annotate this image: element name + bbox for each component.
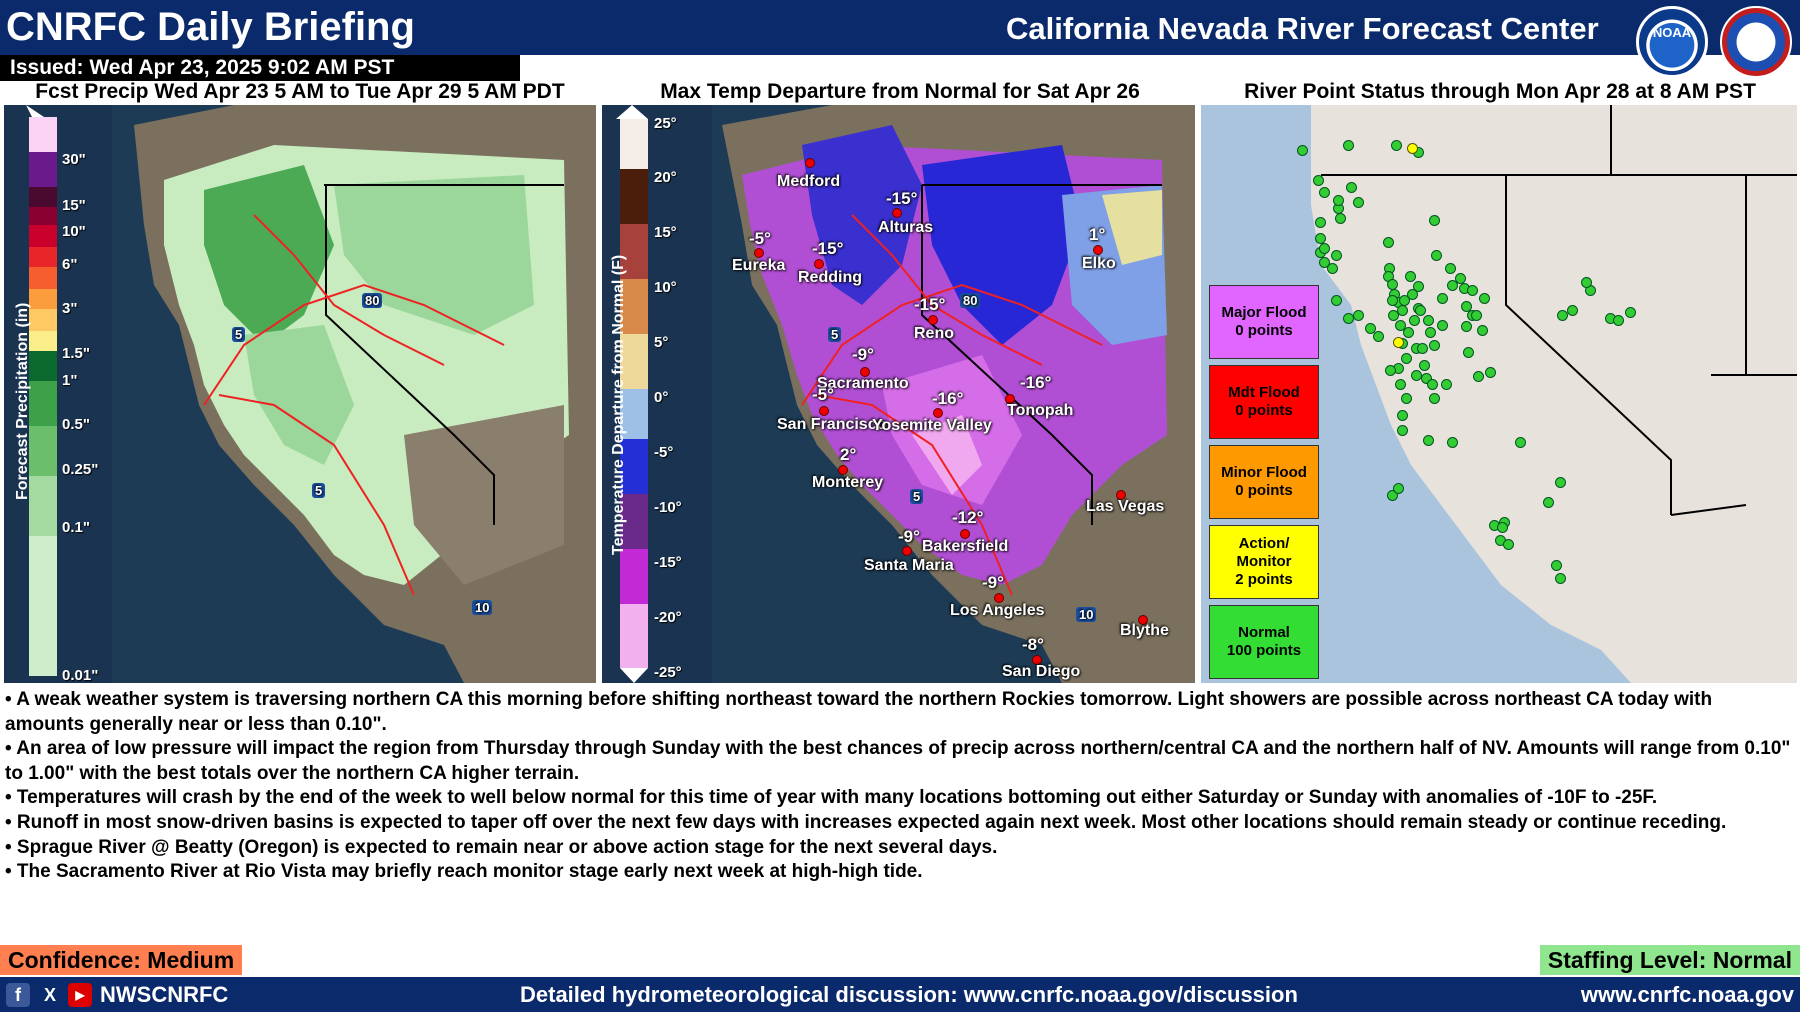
bullet-item: • Runoff in most snow-driven basins is expected to taper off over the next few days with increases expected again next week. Most other locations should remain steady or continue receding. [5,811,1727,833]
precip-tick: 30" [62,151,86,168]
city-dot-santa-maria [902,546,912,556]
bullet-item: • The Sacramento River at Rio Vista may briefly reach monitor stage early next week at high-high tide. [5,861,923,883]
bullet-item: • Temperatures will crash by the end of the week to well below normal for this time of year with many locations bottoming out either Saturday or Sunday with anomalies of -10F to -25F. [5,787,1658,809]
status-label: Mdt Flood [1228,384,1300,401]
temp-los-angeles: -9° [982,573,1004,592]
river-point-normal [1473,371,1484,382]
status-box-minor-flood [1209,445,1319,519]
status-count: 0 points [1235,402,1293,419]
status-label: Normal [1238,624,1290,641]
river-point-normal [1297,145,1308,156]
river-point-normal [1479,293,1490,304]
river-point-normal [1413,281,1424,292]
temp-tick: 20° [654,169,677,186]
river-point-normal [1555,573,1566,584]
bullet-item: • An area of low pressure will impact the region from Thursday through Sunday with the best chances of precip across northern/central CA and the northern half of NV. Amounts will range from 0.10" to 1.00" with the best totals over the northern CA higher terrain. [5,738,1791,784]
social-handle[interactable]: NWSCNRFC [100,982,229,1007]
temp-tick: -25° [654,664,682,681]
precip-tick: 0.25" [62,461,99,478]
city-label-san-francisco: San Francisco [777,416,887,433]
temp-monterey: 2° [840,445,857,464]
river-point-normal [1403,327,1414,338]
river-point-normal [1515,437,1526,448]
interstate-shield: 10 [472,600,492,615]
temp-tick: 5° [654,334,669,351]
river-point-normal [1497,522,1508,533]
city-label-santa-maria: Santa Maria [864,557,954,574]
precip-tick: 0.1" [62,519,90,536]
noaa-logo [1636,6,1708,78]
river-map-panel [1201,105,1797,683]
city-label-las-vegas: Las Vegas [1086,498,1165,515]
briefing-bullets [5,688,1795,885]
river-point-normal [1385,365,1396,376]
city-label-medford: Medford [777,173,841,190]
river-point-normal [1393,483,1404,494]
river-point-normal [1391,140,1402,151]
temp-reno: -15° [914,295,946,314]
temp-santa-maria: -9° [898,527,920,546]
river-point-normal [1463,347,1474,358]
city-label-tonopah: Tonopah [1007,402,1074,419]
temp-tick: -15° [654,554,682,571]
river-point-normal [1477,325,1488,336]
interstate-shield: 5 [828,327,841,342]
river-point-normal [1401,393,1412,404]
confidence-badge: Confidence: Medium [0,945,242,975]
river-point-normal [1429,340,1440,351]
status-count: 0 points [1235,482,1293,499]
temp-tick: 25° [654,115,677,132]
temp-map-panel [602,105,1195,683]
river-point-normal [1423,435,1434,446]
precip-tick: 6" [62,256,78,273]
org-name: California Nevada River Forecast Center [1006,11,1599,46]
river-point-normal [1353,197,1364,208]
river-point-normal [1551,560,1562,571]
temp-eureka: -5° [749,229,771,248]
river-point-normal [1343,140,1354,151]
temp-tick: 10° [654,279,677,296]
river-point-normal [1445,263,1456,274]
river-point-normal [1613,315,1624,326]
precip-map-panel [4,105,596,683]
interstate-shield: 5 [910,489,923,504]
x-icon[interactable]: X [43,985,56,1005]
river-point-normal [1387,295,1398,306]
city-dot-reno [928,315,938,325]
river-point-normal [1441,379,1452,390]
river-point-normal [1409,315,1420,326]
issued-time: Issued: Wed Apr 23, 2025 9:02 AM PST [10,56,395,79]
temp-tick: -20° [654,609,682,626]
city-label-reno: Reno [914,325,954,342]
temp-elko: 1° [1089,225,1106,244]
river-point-normal [1388,310,1399,321]
precip-tick: 10" [62,223,86,240]
precip-tick: 1.5" [62,345,90,362]
temp-bakersfield: -12° [952,508,984,527]
precip-legend [4,105,112,683]
interstate-shield: 5 [312,483,325,498]
river-point-normal [1581,277,1592,288]
bullet-item: • Sprague River @ Beatty (Oregon) is expected to remain near or above action stage for the next several days. [5,836,998,858]
river-point-normal [1503,539,1514,550]
river-point-normal [1331,295,1342,306]
city-label-redding: Redding [798,269,862,286]
river-point-action [1407,143,1418,154]
river-panel-title: River Point Status through Mon Apr 28 at 8 AM PST [1244,80,1756,103]
river-point-normal [1427,379,1438,390]
river-point-normal [1429,393,1440,404]
river-point-normal [1625,307,1636,318]
city-dot-alturas [892,208,902,218]
staffing-badge: Staffing Level: Normal [1540,945,1800,975]
temp-redding: -15° [812,239,844,258]
city-label-eureka: Eureka [732,257,786,274]
river-point-normal [1447,280,1458,291]
status-box-mdt-flood [1209,365,1319,439]
river-point-normal [1411,370,1422,381]
temp-yosemite: -16° [932,389,964,408]
city-label-los-angeles: Los Angeles [950,602,1045,619]
interstate-shield: 80 [362,293,382,308]
status-label: Major Flood [1221,304,1307,321]
river-point-normal [1397,425,1408,436]
river-point-normal [1401,353,1412,364]
nws-logo [1720,6,1792,78]
website-link[interactable]: www.cnrfc.noaa.gov [1580,982,1794,1007]
temp-tick: 0° [654,389,669,406]
river-point-normal [1397,410,1408,421]
river-point-normal [1313,175,1324,186]
river-point-normal [1467,285,1478,296]
city-label-blythe: Blythe [1120,622,1169,639]
river-point-normal [1485,367,1496,378]
river-point-normal [1319,243,1330,254]
interstate-shield: 10 [1076,607,1096,622]
temp-tick: -10° [654,499,682,516]
river-point-normal [1415,305,1426,316]
temp-legend-title: Temperature Departure from Normal (F) [610,254,627,555]
river-point-normal [1471,310,1482,321]
precip-tick: 3" [62,300,78,317]
river-point-normal [1437,320,1448,331]
temp-san-francisco: -5° [812,385,834,404]
river-point-normal [1346,182,1357,193]
interstate-shield: 80 [960,293,980,308]
city-dot-redding [814,259,824,269]
river-point-normal [1419,360,1430,371]
river-point-normal [1431,250,1442,261]
precip-tick: 0.01" [62,667,99,683]
city-label-yosemite: Yosemite Valley [872,417,992,434]
river-point-normal [1437,293,1448,304]
temp-sacramento: -9° [852,345,874,364]
city-label-bakersfield: Bakersfield [922,538,1009,555]
river-point-normal [1383,237,1394,248]
status-label: Minor Flood [1221,464,1307,481]
temp-tick: 15° [654,224,677,241]
temp-alturas: -15° [886,189,918,208]
status-count: 0 points [1235,322,1293,339]
discussion-link[interactable]: Detailed hydrometeorological discussion: www.cnrfc.noaa.gov/discussion [520,982,1298,1007]
river-point-normal [1353,310,1364,321]
city-label-san-diego: San Diego [1002,663,1081,680]
youtube-icon[interactable]: ▶ [68,983,92,1007]
city-dot-san-francisco [819,406,829,416]
river-point-normal [1417,343,1428,354]
river-point-normal [1543,497,1554,508]
interstate-shield: 5 [232,327,245,342]
bullet-item: • A weak weather system is traversing northern CA this morning before shifting northeast toward the northern Rockies tomorrow. Light showers are possible across northeast CA today with amounts generally near or less than 0.10". [5,689,1713,735]
river-point-normal [1335,213,1346,224]
status-box-major-flood [1209,285,1319,359]
river-point-normal [1425,327,1436,338]
city-label-elko: Elko [1082,255,1116,272]
temp-san-diego: -8° [1022,635,1044,654]
river-point-normal [1373,331,1384,342]
page-title: CNRFC Daily Briefing [6,5,415,49]
river-point-normal [1555,477,1566,488]
river-point-normal [1333,195,1344,206]
noaa-logo-text: NOAA [1652,25,1692,40]
river-point-normal [1331,250,1342,261]
city-dot-elko [1093,245,1103,255]
precip-panel-title: Fcst Precip Wed Apr 23 5 AM to Tue Apr 29 5 AM PDT [35,80,565,103]
river-point-normal [1315,217,1326,228]
precip-legend-title: Forecast Precipitation (in) [14,302,31,500]
river-point-normal [1395,379,1406,390]
river-point-normal [1447,437,1458,448]
river-point-normal [1319,187,1330,198]
temp-panel-title: Max Temp Departure from Normal for Sat Apr 26 [660,80,1140,103]
status-count: 100 points [1226,642,1302,659]
status-box-normal [1209,605,1319,679]
temp-tick: -5° [654,444,674,461]
river-point-normal [1567,305,1578,316]
temp-tonopah: -16° [1020,373,1052,392]
river-point-action [1393,337,1404,348]
precip-tick: 0.5" [62,416,90,433]
river-point-normal [1429,215,1440,226]
city-label-alturas: Alturas [878,219,934,236]
precip-tick: 15" [62,197,86,214]
city-dot-medford [805,158,815,168]
river-point-normal [1327,263,1338,274]
status-label: Action/ Monitor [1236,535,1292,570]
city-label-monterey: Monterey [812,474,884,491]
river-point-normal [1423,315,1434,326]
river-point-normal [1405,271,1416,282]
status-box-action-monitor [1209,525,1319,599]
status-count: 2 points [1235,571,1293,588]
city-label-sacramento: Sacramento [817,375,909,392]
river-point-normal [1461,321,1472,332]
facebook-icon[interactable]: f [6,983,30,1007]
precip-tick: 1" [62,372,78,389]
